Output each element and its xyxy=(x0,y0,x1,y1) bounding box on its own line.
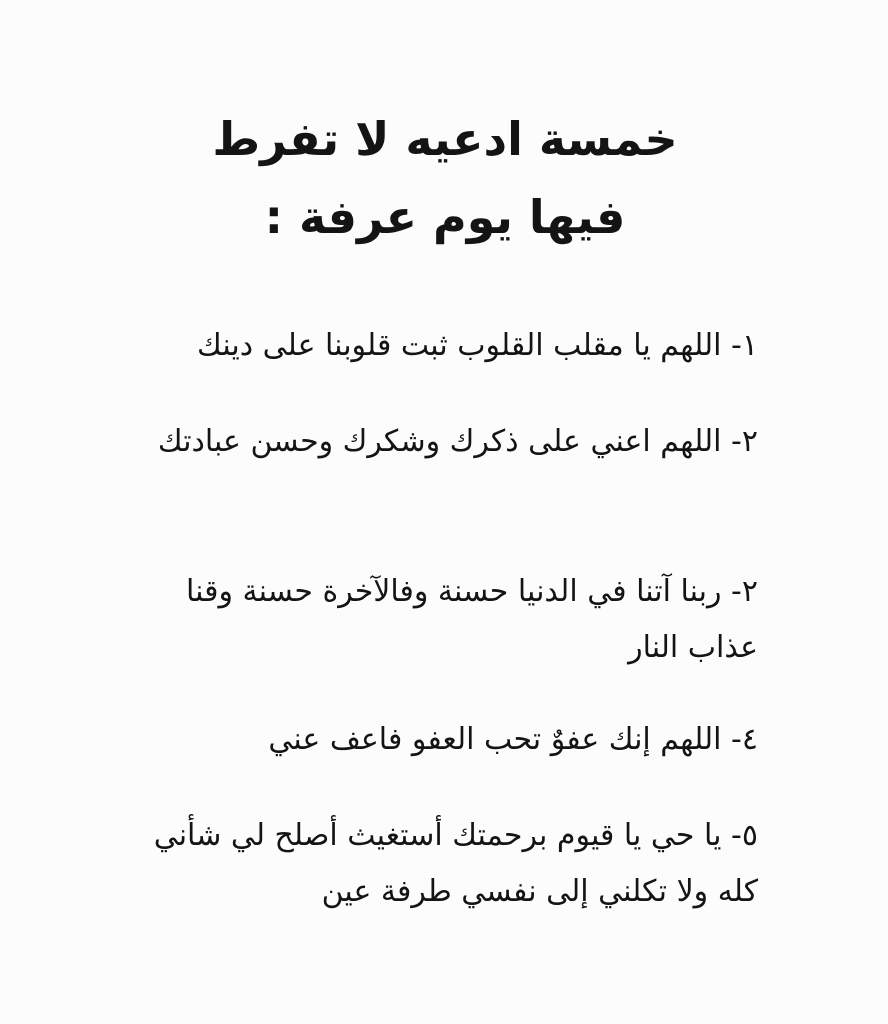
dua-item-5: ٥- يا حي يا قيوم برحمتك أستغيث أصلح لي شأني كله ولا تكلني إلى نفسي طرفة عين xyxy=(153,818,758,909)
dua-item-4: ٤- اللهم إنك عفوٌ تحب العفو فاعف عني xyxy=(268,722,758,757)
dua-item-2: ٢- اللهم اعني على ذكرك وشكرك وحسن عبادتك xyxy=(157,424,758,459)
title-line-2: فيها يوم عرفة : xyxy=(264,190,626,244)
page-title xyxy=(150,100,740,256)
dua-item-3: ٢- ربنا آتنا في الدنيا حسنة وفالآخرة حسنة وقنا عذاب النار xyxy=(185,574,758,665)
title-line-1: خمسة ادعيه لا تفرط xyxy=(212,112,678,166)
dua-item-1: ١- اللهم يا مقلب القلوب ثبت قلوبنا على دينك xyxy=(197,328,758,363)
